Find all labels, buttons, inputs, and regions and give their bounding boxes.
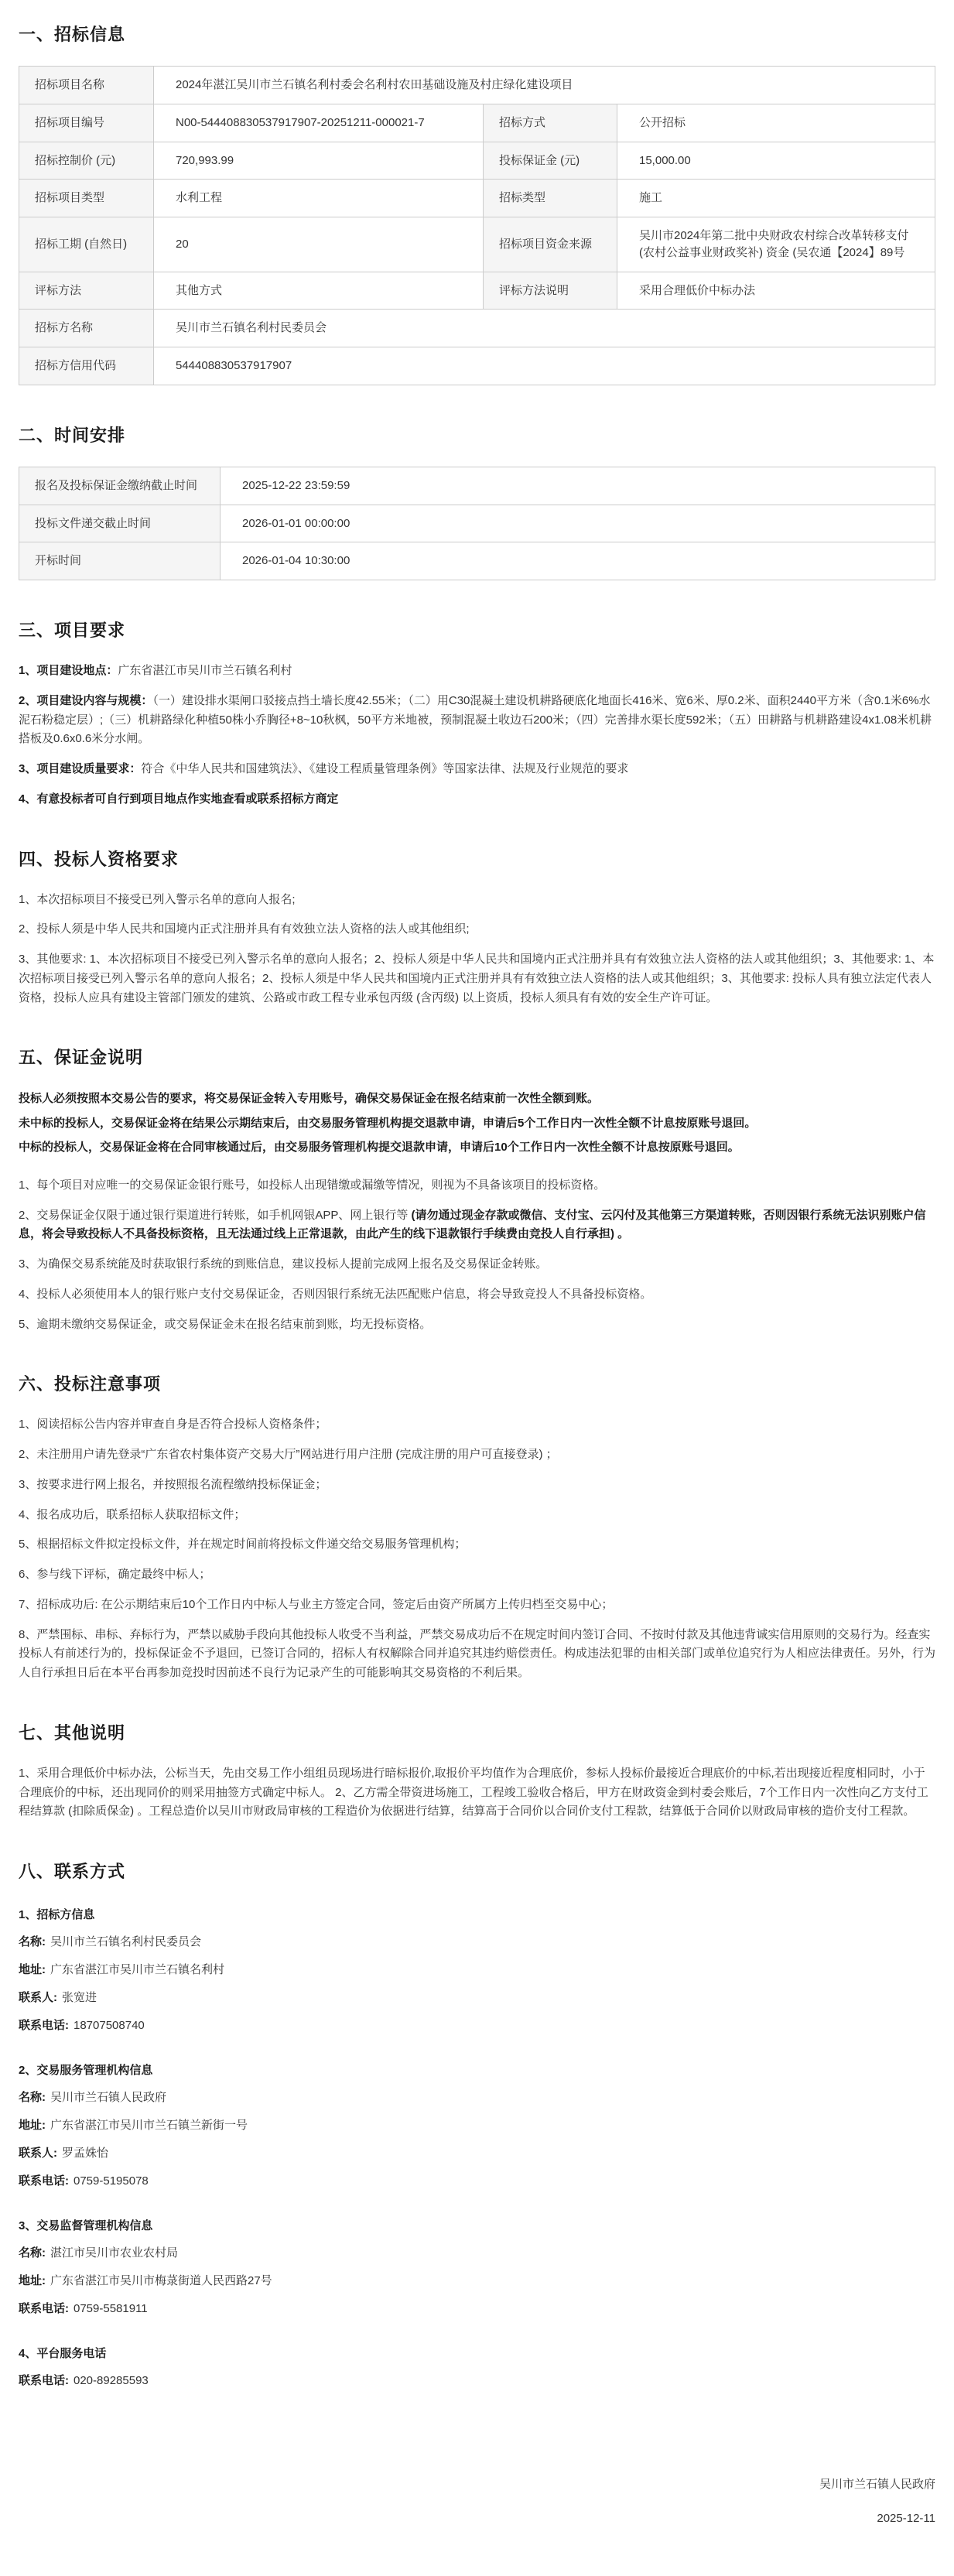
contact-line — [19, 2272, 935, 2290]
contact-label: 名称: — [19, 2246, 46, 2260]
contact-value: 广东省湛江市吴川市兰石镇名利村 — [50, 1963, 225, 1976]
contact-group-tenderer — [19, 1906, 935, 2035]
contact-label: 名称: — [19, 1935, 46, 1948]
contact-line — [19, 1961, 935, 1979]
contact-value: 0759-5581911 — [74, 2302, 148, 2315]
contact-value: 湛江市吴川市农业农村局 — [50, 2246, 179, 2260]
list-item — [19, 1315, 935, 1335]
list-item — [19, 662, 935, 681]
other-notes-paragraph: 1、采用合理低价中标办法，公标当天，先由交易工作小组组员现场进行暗标报价,取报价平均值作为合理底价，参标人投标价最接近合理底价的中标,若出现接近程度相同时，小于合理底价的中标，还出现同价的则采用抽签方式确定中标人。 2、乙方需全带资进场施工，工程竣工验收合格后，甲方在财政资金到村委会账后，7个工作日内一次性向乙方支付工程结算款 (扣除质保金) 。工程总造价以吴川市财政局审核的工程造价为依据进行结算，结算高于合同价以合同价支付工程款，结算低于合同价以财政局审核的造价支付工程款。 — [19, 1766, 928, 1818]
cell-label-submit-deadline: 投标文件递交截止时间 — [19, 505, 221, 542]
cell-value-tenderer-name: 吴川市兰石镇名利村民委员会 — [154, 310, 935, 347]
contact-label: 联系电话: — [19, 2174, 69, 2188]
item-text: 广东省湛江市吴川市兰石镇名利村 — [118, 664, 292, 677]
contact-value: 020-89285593 — [74, 2374, 149, 2387]
cell-value-credit-code: 544408830537917907 — [154, 347, 935, 385]
section-title-bidder-qualifications: 四、投标人资格要求 — [19, 849, 180, 869]
contact-label: 联系人: — [19, 1991, 57, 2004]
cell-label-bid-deposit: 投标保证金 (元) — [484, 142, 617, 180]
table-row — [19, 217, 935, 272]
list-item: 2、投标人须是中华人民共和国境内正式注册并具有有效独立法人资格的法人或其他组织; — [19, 922, 470, 936]
list-item — [19, 790, 935, 809]
cell-value-signup-deadline: 2025-12-22 23:59:59 — [221, 467, 935, 505]
contact-line — [19, 2372, 935, 2390]
section-title-schedule: 二、时间安排 — [19, 425, 126, 445]
list-item: 6、参与线下评标，确定最终中标人； — [19, 1568, 211, 1581]
section-title-contacts: 八、联系方式 — [19, 1862, 126, 1881]
item-text: （一）建设排水渠闸口驳接点挡土墙长度42.55米；（二）用C30混凝土建设机耕路硬底化地面长416米、宽6米、厚0.2米、面积2440平方米（含0.1米6%水泥石粉稳定层）;（三）机耕路绿化种植50株小乔胸径+8~10秋枫，50平方米地被，预制混凝土收边石200米；（四）完善排水渠长度592米；（五）田耕路与机耕路建设4x1.08米机耕搭板及0.6x0.6米分水闸。 — [19, 693, 932, 746]
cell-value-fund-source: 吴川市2024年第二批中央财政农村综合改革转移支付 (农村公益事业财政奖补) 资金 (吴农通【2024】89号 — [617, 217, 935, 272]
item-bold-prefix: 3、项目建设质量要求： — [19, 762, 142, 775]
cell-value-tender-type: 施工 — [617, 180, 935, 217]
contact-group-service-agency — [19, 2061, 935, 2191]
cell-label-fund-source: 招标项目资金来源 — [484, 217, 617, 272]
list-item — [19, 1176, 935, 1196]
list-item: 3、其他要求: 1、本次招标项目不接受已列入警示名单的意向人报名；2、投标人须是中华人民共和国境内正式注册并具有有效独立法人资格的法人或其他组织；3、其他要求: 1、本次招标项目接受已列入警示名单的意向人报名；2、投标人须是中华人民共和国境内正式注册并具有有效独立法人资格的法人或其他组织；3、其他要求: 投标人具有独立法定代表人资格，投标人应具有建设主管部门颁发的建筑、公路或市政工程专业承包丙级 (含丙级) 以上资质，投标人须具有有效的安全生产许可证。 — [19, 953, 935, 1004]
cell-value-control-price: 720,993.99 — [154, 142, 484, 180]
contact-value: 广东省湛江市吴川市兰石镇兰新街一号 — [50, 2119, 248, 2132]
list-item: 1、阅读招标公告内容并审查自身是否符合投标人资格条件； — [19, 1418, 327, 1432]
list-item — [19, 1285, 935, 1305]
contact-label: 联系电话: — [19, 2302, 69, 2315]
deposit-bold-line: 未中标的投标人，交易保证金将在结果公示期结束后，由交易服务管理机构提交退款申请，申请后5个工作日内一次性全额不计息按原账号退回。 — [19, 1116, 757, 1130]
table-row — [19, 272, 935, 310]
cell-label-open-time: 开标时间 — [19, 542, 221, 580]
table-row — [19, 180, 935, 217]
list-item: 3、按要求进行网上报名，并按照报名流程缴纳投标保证金； — [19, 1477, 327, 1491]
cell-label-tender-type: 招标类型 — [484, 180, 617, 217]
cell-value-project-name: 2024年湛江吴川市兰石镇名利村委会名利村农田基础设施及村庄绿化建设项目 — [154, 67, 935, 104]
contact-value: 广东省湛江市吴川市梅菉街道人民西路27号 — [50, 2274, 272, 2287]
contact-value: 张宽进 — [62, 1991, 97, 2004]
contact-line — [19, 2089, 935, 2107]
section-title-tender-info: 一、招标信息 — [19, 25, 126, 44]
tender-info-table — [19, 66, 935, 385]
contact-label: 名称: — [19, 2091, 46, 2104]
contact-value: 18707508740 — [74, 2019, 145, 2032]
contact-group-heading: 3、交易监督管理机构信息 — [19, 2219, 153, 2232]
cell-label-tenderer-name: 招标方名称 — [19, 310, 154, 347]
cell-value-bid-deposit: 15,000.00 — [617, 142, 935, 180]
contact-value: 吴川市兰石镇名利村民委员会 — [50, 1935, 202, 1948]
item-bold-prefix: 4、有意投标者可自行到项目地点作实地查看或联系招标方商定 — [19, 792, 339, 806]
cell-value-eval-desc: 采用合理低价中标办法 — [617, 272, 935, 310]
contact-label: 联系人: — [19, 2147, 57, 2160]
item-bold-prefix: 2、项目建设内容与规模： — [19, 693, 153, 707]
list-item: 7、招标成功后: 在公示期结束后10个工作日内中标人与业主方签定合同，签定后由资产所属方上传归档至交易中心； — [19, 1597, 614, 1611]
contact-label: 地址: — [19, 2274, 46, 2287]
deposit-bold-line: 投标人必须按照本交易公告的要求，将交易保证金转入专用账号，确保交易保证金在报名结束前一次性全额到账。 — [19, 1092, 600, 1106]
contact-line — [19, 2300, 935, 2318]
list-item: 8、严禁围标、串标、弃标行为，严禁以威胁手段向其他投标人收受不当利益，严禁交易成功后不在规定时间内签订合同、不按时付款及其他违背诚实信用原则的交易行为。经查实投标人有前述行为的，投标保证金不予退回，已签订合同的，招标人有权解除合同并追究其违约赔偿责任。构成违法犯罪的由相关部门或单位追究行为人相应法律责任。另外，行为人自行承担日后在本平台再参加竞投时因前述不良行为记录产生的可能影响其交易资格的不利后果。 — [19, 1627, 936, 1679]
contact-value: 0759-5195078 — [74, 2174, 149, 2188]
contact-label: 联系电话: — [19, 2374, 69, 2387]
contact-group-supervision-agency — [19, 2217, 935, 2318]
item-bold-prefix: 1、项目建设地点： — [19, 664, 118, 677]
cell-value-eval-method: 其他方式 — [154, 272, 484, 310]
contact-line — [19, 2017, 935, 2035]
section-title-bidding-notes: 六、投标注意事项 — [19, 1374, 162, 1394]
cell-value-submit-deadline: 2026-01-01 00:00:00 — [221, 505, 935, 542]
section-title-deposit-notes: 五、保证金说明 — [19, 1048, 144, 1068]
cell-label-project-type: 招标项目类型 — [19, 180, 154, 217]
table-row — [19, 310, 935, 347]
section-title-other-notes: 七、其他说明 — [19, 1722, 126, 1743]
contact-line — [19, 2172, 935, 2191]
cell-value-tender-method: 公开招标 — [617, 104, 935, 142]
contact-line — [19, 2144, 935, 2163]
page-footer — [19, 2475, 935, 2525]
item-text: 1、每个项目对应唯一的交易保证金银行账号，如投标人出现错缴或漏缴等情况，则视为不具备该项目的投标资格。 — [19, 1178, 606, 1192]
cell-label-tender-method: 招标方式 — [484, 104, 617, 142]
cell-label-control-price: 招标控制价 (元) — [19, 142, 154, 180]
contact-group-platform-phone — [19, 2345, 935, 2390]
list-item: 4、报名成功后，联系招标人获取招标文件； — [19, 1507, 246, 1521]
contact-line — [19, 2244, 935, 2263]
cell-label-eval-desc: 评标方法说明 — [484, 272, 617, 310]
footer-date: 2025-12-11 — [877, 2512, 935, 2525]
cell-label-project-no: 招标项目编号 — [19, 104, 154, 142]
list-item — [19, 692, 935, 749]
list-item — [19, 1255, 935, 1274]
list-item — [19, 760, 935, 779]
deposit-bold-line: 中标的投标人，交易保证金将在合同审核通过后，由交易服务管理机构提交退款申请，申请后10个工作日内一次性全额不计息按原账号退回。 — [19, 1141, 740, 1155]
list-item: 2、未注册用户请先登录“广东省农村集体资产交易大厅”网站进行用户注册 (完成注册的用户可直接登录) ； — [19, 1448, 558, 1461]
cell-value-open-time: 2026-01-04 10:30:00 — [221, 542, 935, 580]
contact-group-heading: 2、交易服务管理机构信息 — [19, 2064, 153, 2077]
list-item — [19, 1206, 935, 1245]
table-row — [19, 505, 935, 542]
item-text: 3、为确保交易系统能及时获取银行系统的到账信息，建议投标人提前完成网上报名及交易保证金转账。 — [19, 1257, 548, 1271]
contact-line — [19, 1989, 935, 2007]
table-row — [19, 142, 935, 180]
contact-value: 罗孟姝怡 — [62, 2147, 109, 2160]
contact-label: 联系电话: — [19, 2019, 69, 2032]
schedule-table — [19, 467, 935, 580]
contact-label: 地址: — [19, 1963, 46, 1976]
item-text: 4、投标人必须使用本人的银行账户支付交易保证金，否则因银行系统无法匹配账户信息，将会导致竞投人不具备投标资格。 — [19, 1287, 652, 1301]
cell-value-project-type: 水利工程 — [154, 180, 484, 217]
list-item: 1、本次招标项目不接受已列入警示名单的意向人报名; — [19, 892, 296, 906]
contact-line — [19, 2116, 935, 2135]
cell-label-duration: 招标工期 (自然日) — [19, 217, 154, 272]
cell-label-project-name: 招标项目名称 — [19, 67, 154, 104]
contact-group-heading: 4、平台服务电话 — [19, 2347, 107, 2360]
footer-organization: 吴川市兰石镇人民政府 — [819, 2478, 935, 2491]
cell-label-eval-method: 评标方法 — [19, 272, 154, 310]
table-row — [19, 104, 935, 142]
cell-label-signup-deadline: 报名及投标保证金缴纳截止时间 — [19, 467, 221, 505]
contact-group-heading: 1、招标方信息 — [19, 1908, 95, 1921]
cell-value-duration: 20 — [154, 217, 484, 272]
table-row — [19, 347, 935, 385]
table-row — [19, 467, 935, 505]
table-row — [19, 542, 935, 580]
section-title-project-requirements: 三、项目要求 — [19, 621, 126, 640]
item-text: 符合《中华人民共和国建筑法》、《建设工程质量管理条例》等国家法律、法规及行业规范的要求 — [141, 762, 629, 775]
item-text: 5、逾期未缴纳交易保证金，或交易保证金未在报名结束前到账，均无投标资格。 — [19, 1317, 432, 1331]
cell-label-credit-code: 招标方信用代码 — [19, 347, 154, 385]
item-bold-note: (请勿通过现金存款或微信、支付宝、云闪付及其他第三方渠道转账，否则因银行系统无法识别账户信息，将会导致投标人不具备投标资格，且无法通过线上正常退款，由此产生的线下退款银行手续费由竞投人自行承担) 。 — [19, 1208, 926, 1241]
contact-label: 地址: — [19, 2119, 46, 2132]
table-row — [19, 67, 935, 104]
list-item: 5、根据招标文件拟定投标文件，并在规定时间前将投标文件递交给交易服务管理机构； — [19, 1538, 467, 1551]
item-text: 2、交易保证金仅限于通过银行渠道进行转账，如手机网银APP、网上银行等 — [19, 1208, 412, 1222]
contact-line — [19, 1933, 935, 1952]
contact-value: 吴川市兰石镇人民政府 — [50, 2091, 167, 2104]
cell-value-project-no: N00-544408830537917907-20251211-000021-7 — [154, 104, 484, 142]
